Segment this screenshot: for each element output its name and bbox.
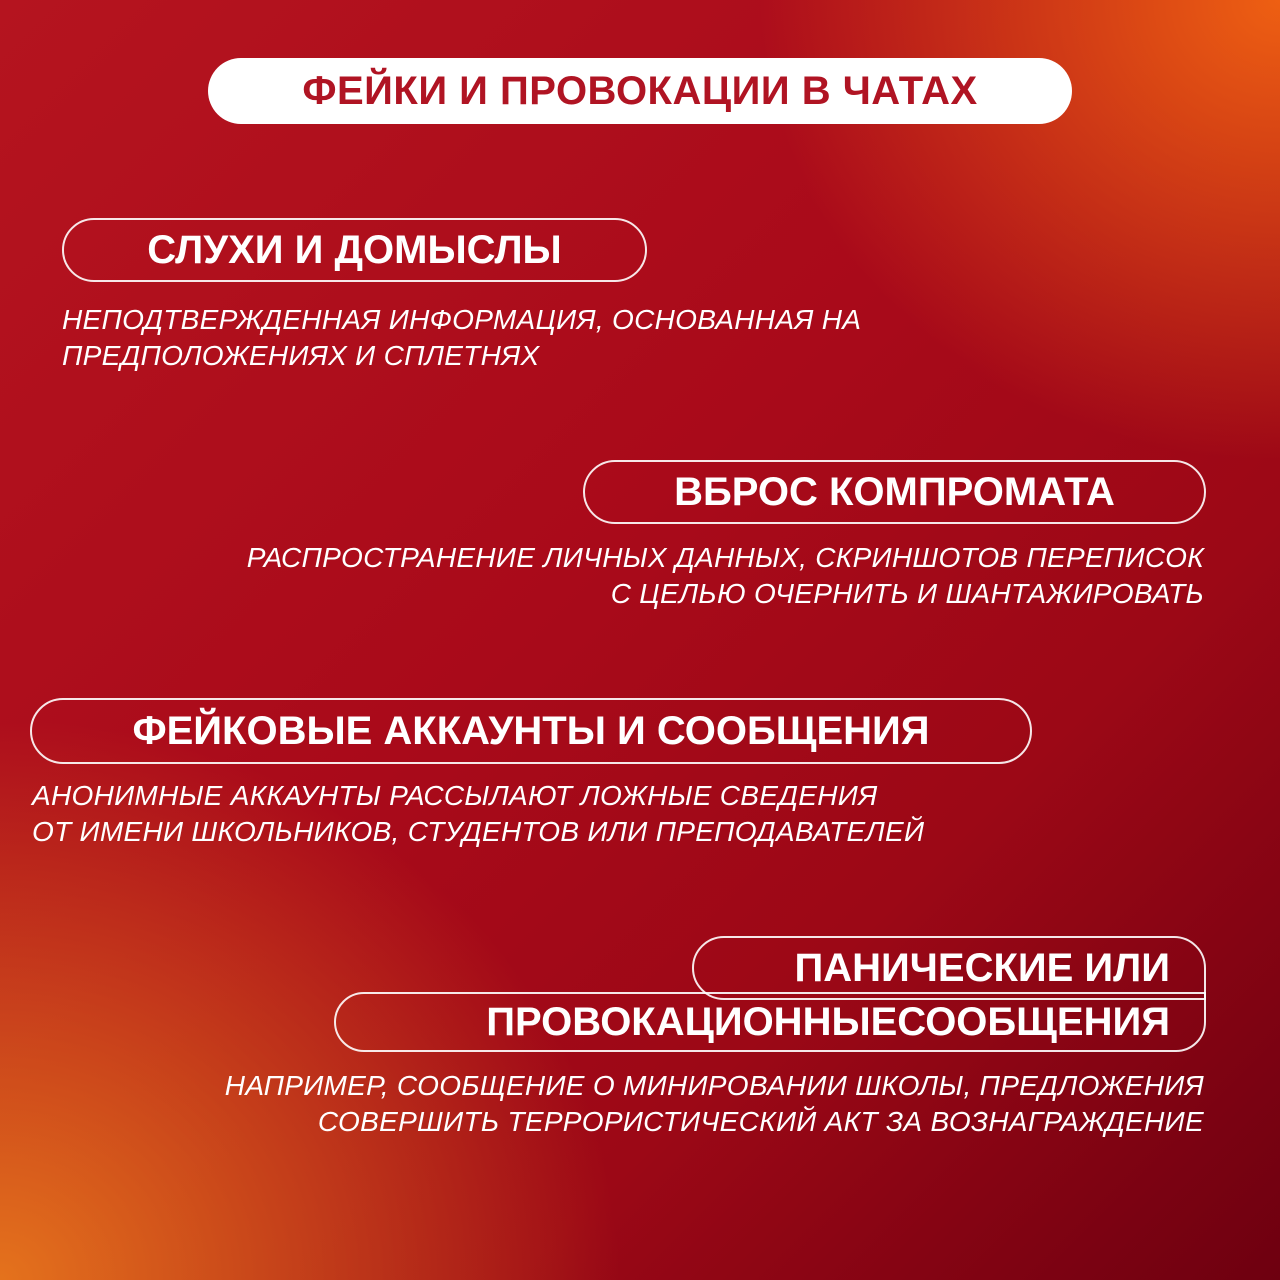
description-line: РАСПРОСТРАНЕНИЕ ЛИЧНЫХ ДАННЫХ, СКРИНШОТОВ ПЕРЕПИСОК [246,542,1204,573]
description-line: СОВЕРШИТЬ ТЕРРОРИСТИЧЕСКИЙ АКТ ЗА ВОЗНАГРАЖДЕНИЕ [317,1106,1204,1137]
description-compromat [247,540,1204,612]
heading-panic-label-1: ПАНИЧЕСКИЕ ИЛИ [794,945,1170,990]
description-fake-accounts [32,778,924,850]
heading-rumors [62,218,647,282]
heading-rumors-label: СЛУХИ И ДОМЫСЛЫ [147,227,562,272]
heading-compromat-label: ВБРОС КОМПРОМАТА [674,469,1115,514]
description-line: ПРЕДПОЛОЖЕНИЯХ И СПЛЕТНЯХ [62,340,540,371]
title-banner [208,58,1072,124]
heading-compromat [583,460,1206,524]
heading-panic-line-2 [334,992,1206,1052]
description-line: НАПРИМЕР, СООБЩЕНИЕ О МИНИРОВАНИИ ШКОЛЫ, ПРЕДЛОЖЕНИЯ [224,1070,1204,1101]
description-rumors [62,302,861,374]
heading-fake-accounts [30,698,1032,764]
description-line: ОТ ИМЕНИ ШКОЛЬНИКОВ, СТУДЕНТОВ ИЛИ ПРЕПОДАВАТЕЛЕЙ [32,816,925,847]
page-title: ФЕЙКИ И ПРОВОКАЦИИ В ЧАТАХ [302,68,978,113]
description-line: С ЦЕЛЬЮ ОЧЕРНИТЬ И ШАНТАЖИРОВАТЬ [610,578,1204,609]
heading-fake-accounts-label: ФЕЙКОВЫЕ АККАУНТЫ И СООБЩЕНИЯ [132,708,930,753]
description-panic [225,1068,1204,1140]
description-line: НЕПОДТВЕРЖДЕННАЯ ИНФОРМАЦИЯ, ОСНОВАННАЯ НА [62,304,862,335]
heading-panic-label-2: ПРОВОКАЦИОННЫЕСООБЩЕНИЯ [486,999,1170,1044]
description-line: АНОНИМНЫЕ АККАУНТЫ РАССЫЛАЮТ ЛОЖНЫЕ СВЕДЕНИЯ [32,780,878,811]
heading-panic-line-1 [692,936,1206,1000]
